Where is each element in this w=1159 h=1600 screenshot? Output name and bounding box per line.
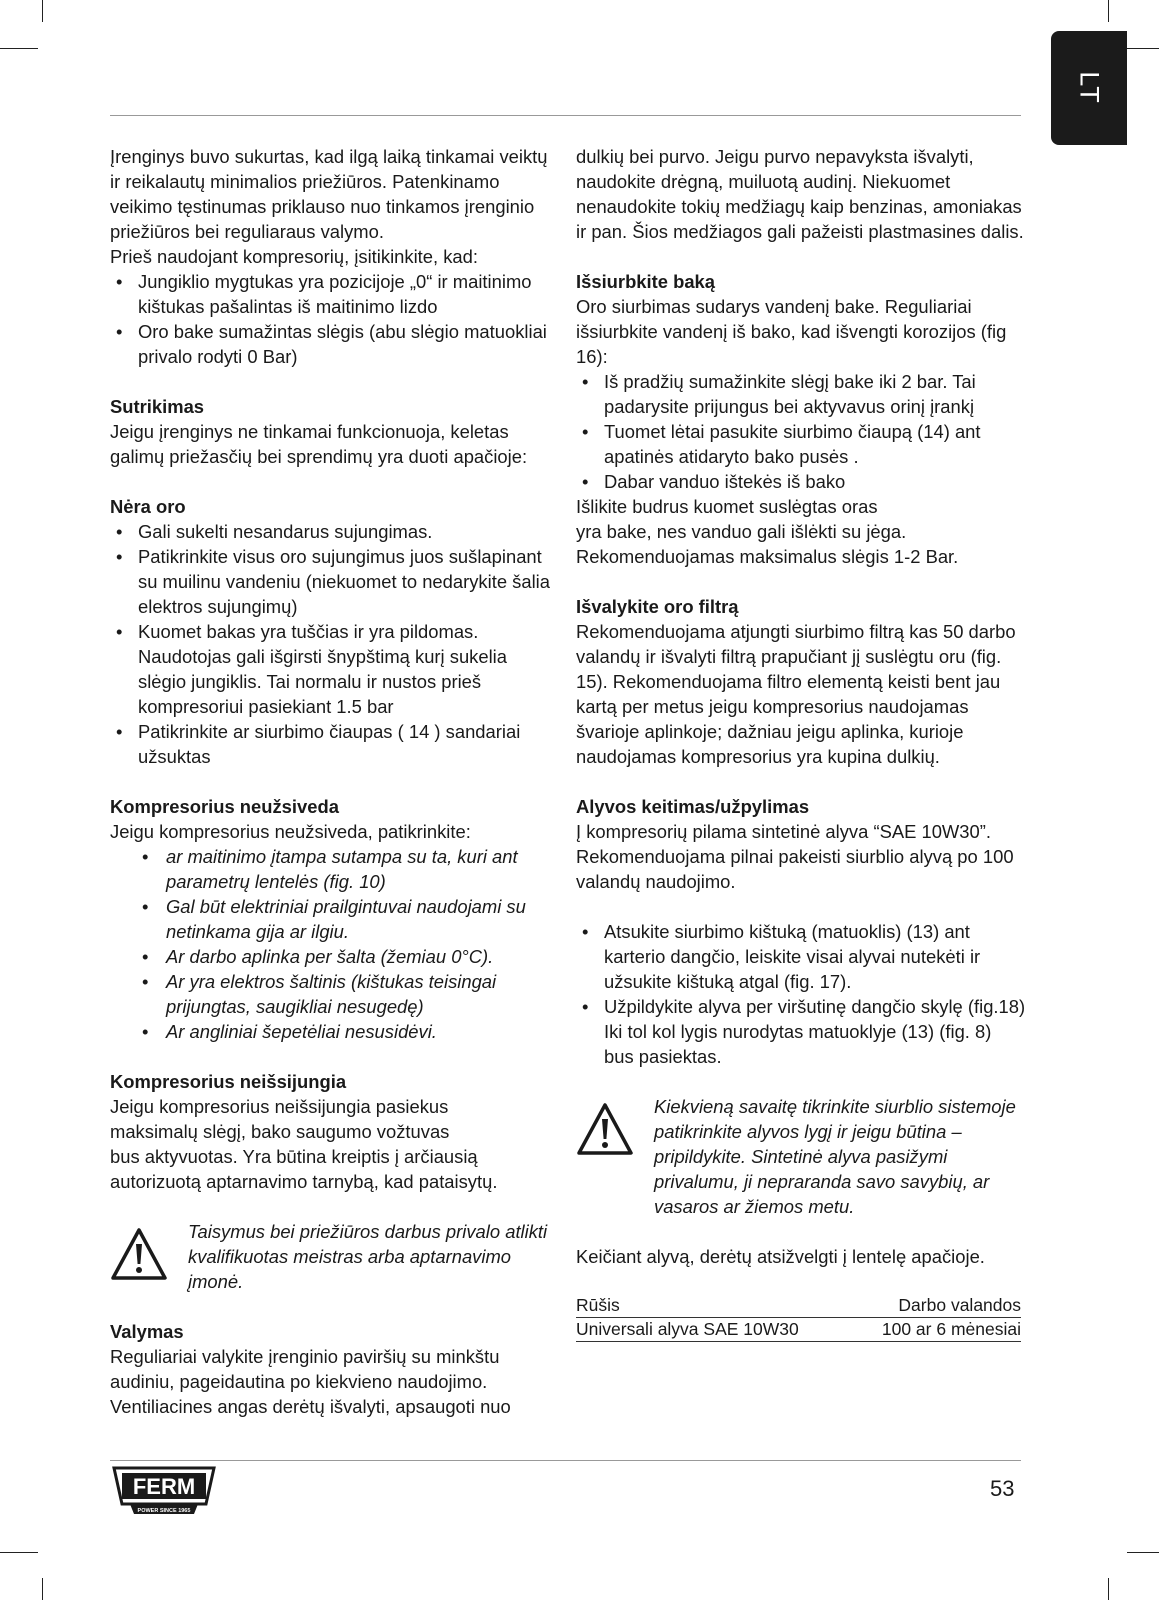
bottom-rule bbox=[110, 1460, 1021, 1461]
section-text: Į kompresorių pilama sintetinė alyva “SAE 10W30”. Rekomenduojama pilnai pakeisti siurblio alyvą po 100 valandų naudojimo. bbox=[576, 821, 1014, 892]
table-intro: Keičiant alyvą, derėtų atsižvelgti į lentelę apačioje. bbox=[576, 1246, 985, 1267]
intro-bullet-list bbox=[110, 269, 558, 369]
language-tab bbox=[1051, 31, 1127, 145]
list-item: • Kuomet bakas yra tuščias ir yra pildomas. Naudotojas gali išgirsti šnypštimą kurį sukelia slėgio jungiklis. Tai normalu ir nustos prieš kompresoriui pasiekiant 1.5 bar bbox=[110, 619, 558, 719]
warning-icon bbox=[110, 1219, 188, 1287]
continued-text: dulkių bei purvo. Jeigu purvo nepavyksta išvalyti, naudokite drėgną, muiluotą audinį. Niekuomet nenaudokite tokių medžiagų kaip benzinas, amoniakas ir pan. Šios medžiagos gali pažeisti plastmasines dalis. bbox=[576, 146, 1024, 242]
section-title-nera-oro: Nėra oro bbox=[110, 496, 186, 517]
intro-lead: Prieš naudojant kompresorių, įsitikinkite, kad: bbox=[110, 246, 478, 267]
crop-mark bbox=[1108, 0, 1109, 22]
section-title-valymas: Valymas bbox=[110, 1321, 184, 1342]
warning-text: Kiekvieną savaitę tikrinkite siurblio sistemoje patikrinkite alyvos lygį ir jeigu būtina – pripildykite. Sintetinė alyva pasižymi privalumu, ji nepraranda savo savybių, ar vasaros ar žiemos metu. bbox=[654, 1096, 1016, 1217]
section-text: Rekomenduojama atjungti siurbimo filtrą kas 50 darbo valandų ir išvalyti filtrą prapučiant jį suslėgtu oru (fig. 15). Rekomenduojama filtro elementą keisti bent jau kartą per metus jeigu kompresorius naudojamas švarioje aplinkoje; dažniau jeigu aplinka, kurioje naudojamas kompresorius yra kupina dulkių. bbox=[576, 621, 1016, 767]
table-header-cell: Rūšis bbox=[576, 1294, 850, 1318]
crop-mark bbox=[1127, 48, 1159, 49]
section-title-neuzsiveda: Kompresorius neužsiveda bbox=[110, 796, 339, 817]
list-item: • Užpildykite alyva per viršutinę dangčio skylę (fig.18) Iki tol kol lygis nurodytas matuoklyje (13) (fig. 8) bus pasiektas. bbox=[576, 994, 1026, 1069]
right-column bbox=[576, 144, 1026, 1342]
list-item: • Dabar vanduo ištekės iš bako bbox=[576, 469, 1026, 494]
text-line: maksimalų slėgį, bako saugumo vožtuvas bbox=[110, 1121, 450, 1142]
crop-mark bbox=[0, 1552, 38, 1553]
list-item: • Patikrinkite ar siurbimo čiaupas ( 14 ) sandariai užsuktas bbox=[110, 719, 558, 769]
page-number: 53 bbox=[990, 1476, 1015, 1501]
list-item: • Iš pradžių sumažinkite slėgį bake iki 2 bar. Tai padarysite prijungus bei aktyvavus orinį įrankį bbox=[576, 369, 1026, 419]
crop-mark bbox=[1127, 1552, 1159, 1553]
section-title-oro-filtras: Išvalykite oro filtrą bbox=[576, 596, 739, 617]
crop-mark bbox=[42, 0, 43, 22]
oil-table bbox=[576, 1294, 1021, 1342]
text-line: yra bake, nes vanduo gali išlėkti su jėga. bbox=[576, 521, 907, 542]
ferm-logo bbox=[110, 1464, 218, 1518]
table-header-cell: Darbo valandos bbox=[850, 1294, 1021, 1318]
table-cell: Universali alyva SAE 10W30 bbox=[576, 1318, 850, 1342]
section-text: Jeigu įrenginys ne tinkamai funkcionuoja, keletas galimų priežasčių bei sprendimų yra duoti apačioje: bbox=[110, 421, 528, 467]
list-item: • ar maitinimo įtampa sutampa su ta, kuri ant parametrų lentelės (fig. 10) bbox=[110, 844, 558, 894]
section-title-issiurbkite-baka: Išsiurbkite baką bbox=[576, 271, 716, 292]
section-title-alyvos-keitimas: Alyvos keitimas/užpylimas bbox=[576, 796, 810, 817]
list-item: • Ar darbo aplinka per šalta (žemiau 0°C). bbox=[110, 944, 558, 969]
warning-text: Taisymus bei priežiūros darbus privalo atlikti kvalifikuotas meistras arba aptarnavimo įmonė. bbox=[188, 1221, 548, 1292]
no-air-bullet-list bbox=[110, 519, 558, 769]
table-header-row bbox=[576, 1294, 1021, 1318]
list-item: • Gal būt elektriniai prailgintuvai naudojami su netinkama gija ar ilgiu. bbox=[110, 894, 558, 944]
table-row bbox=[576, 1318, 1021, 1342]
list-item: • Ar angliniai šepetėliai nesusidėvi. bbox=[110, 1019, 558, 1044]
logo-text: FERM bbox=[132, 1474, 196, 1499]
drain-tank-bullet-list bbox=[576, 369, 1026, 494]
text-line: Rekomenduojamas maksimalus slėgis 1-2 Bar. bbox=[576, 546, 959, 567]
language-tab-label: LT bbox=[1074, 71, 1105, 105]
crop-mark bbox=[0, 48, 38, 49]
section-text: Oro siurbimas sudarys vandenį bake. Reguliariai išsiurbkite vandenį iš bako, kad išvengti korozijos (fig 16): bbox=[576, 296, 1007, 367]
list-item: • Jungiklio mygtukas yra pozicijoje „0“ ir maitinimo kištukas pašalintas iš maitinimo lizdo bbox=[110, 269, 558, 319]
list-item: • Tuomet lėtai pasukite siurbimo čiaupą (14) ant apatinės atidaryto bako pusės . bbox=[576, 419, 1026, 469]
crop-mark bbox=[1108, 1578, 1109, 1600]
list-item: • Patikrinkite visus oro sujungimus juos sušlapinant su muilinu vandeniu (niekuomet to nedarykite šalia elektros sujungimų) bbox=[110, 544, 558, 619]
section-title-sutrikimas: Sutrikimas bbox=[110, 396, 205, 417]
left-column bbox=[110, 144, 558, 1419]
list-item: • Ar yra elektros šaltinis (kištukas teisingai prijungtas, saugikliai nesugedę) bbox=[110, 969, 558, 1019]
text-line: bus aktyvuotas. Yra būtina kreiptis į arčiausią bbox=[110, 1146, 478, 1167]
list-item: • Atsukite siurbimo kištuką (matuoklis) (13) ant karterio dangčio, leiskite visai alyvai nutekėti ir užsukite kištuką atgal (fig. 17). bbox=[576, 919, 1026, 994]
no-start-bullet-list bbox=[110, 844, 558, 1044]
section-text: Reguliariai valykite įrenginio paviršių su minkštu audiniu, pageidautina po kiekvieno naudojimo. Ventiliacines angas derėtų išvalyti, apsaugoti nuo bbox=[110, 1346, 511, 1417]
logo-subtext: POWER SINCE 1965 bbox=[137, 1508, 191, 1514]
crop-mark bbox=[42, 1578, 43, 1600]
list-item: • Gali sukelti nesandarus sujungimas. bbox=[110, 519, 558, 544]
text-line: autorizuotą aptarnavimo tarnybą, kad pataisytų. bbox=[110, 1171, 498, 1192]
table-cell: 100 ar 6 mėnesiai bbox=[850, 1318, 1021, 1342]
text-line: Jeigu kompresorius neišsijungia pasiekus bbox=[110, 1096, 449, 1117]
oil-change-bullet-list bbox=[576, 919, 1026, 1069]
section-title-neissijungia: Kompresorius neišsijungia bbox=[110, 1071, 347, 1092]
intro-paragraph: Įrenginys buvo sukurtas, kad ilgą laiką tinkamai veiktų ir reikalautų minimalios priežiūros. Patenkinamo veikimo tęstinumas priklauso nuo tinkamos įrenginio priežiūros bei reguliaraus valymo. bbox=[110, 146, 548, 242]
warning-note bbox=[110, 1219, 558, 1294]
list-item: • Oro bake sumažintas slėgis (abu slėgio matuokliai privalo rodyti 0 Bar) bbox=[110, 319, 558, 369]
warning-icon bbox=[576, 1094, 654, 1162]
top-rule bbox=[110, 115, 1021, 116]
warning-note bbox=[576, 1094, 1026, 1219]
section-text: Jeigu kompresorius neužsiveda, patikrinkite: bbox=[110, 821, 471, 842]
text-line: Išlikite budrus kuomet suslėgtas oras bbox=[576, 496, 878, 517]
